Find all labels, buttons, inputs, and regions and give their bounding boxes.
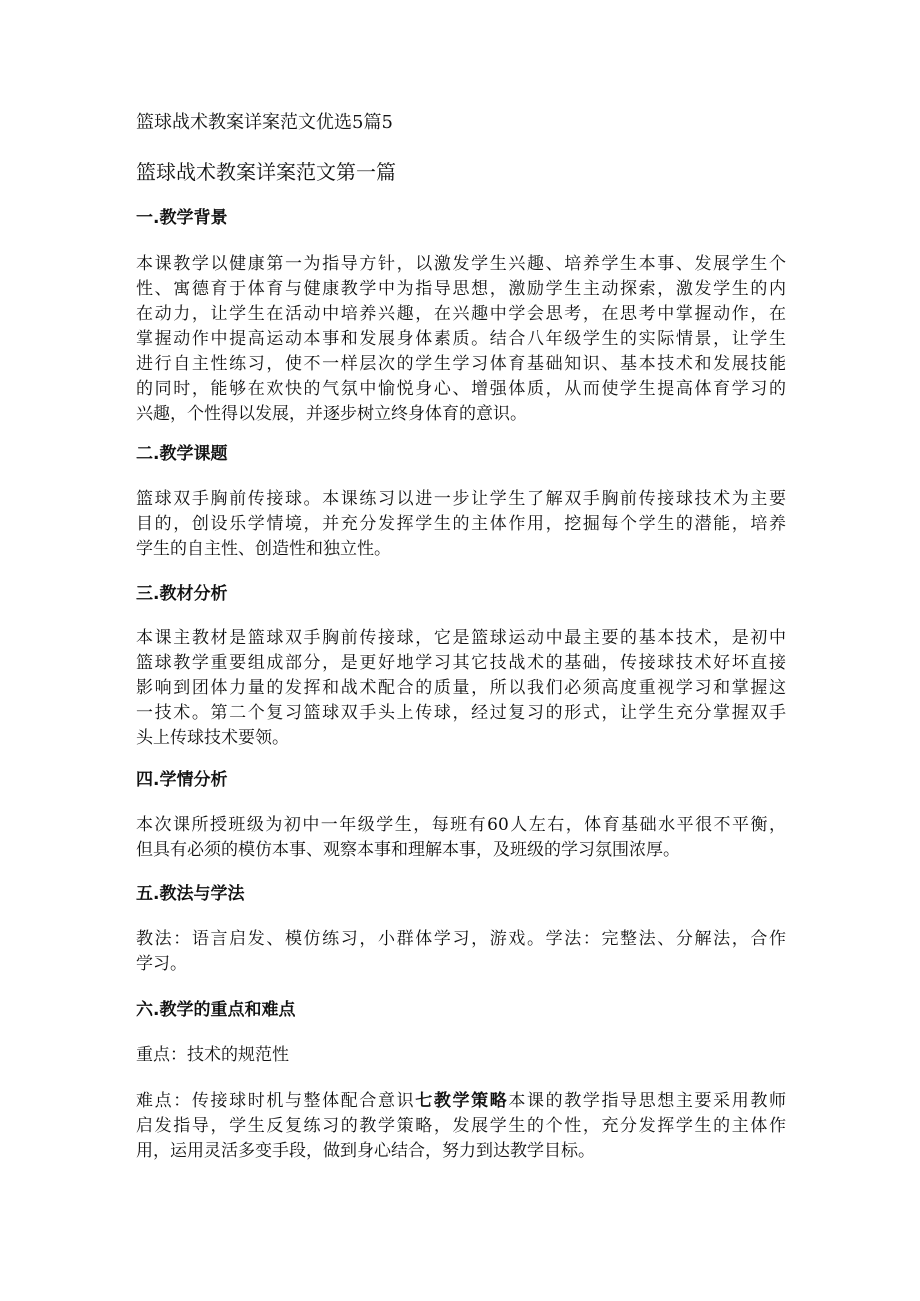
paragraph-line: 本次课所授班级为初中一年级学生，每班有60人左右，体育基础水平很不平衡， (136, 815, 786, 835)
section-heading: 六.教学的重点和难点 (136, 1000, 296, 1020)
difficulty-rest: 本课的教学指导思想主要采用教师 (508, 1091, 787, 1111)
section-paragraph (136, 813, 786, 863)
paragraph-line: 启发指导，学生反复练习的教学策略，发展学生的个性，充分发挥学生的主体作 (136, 1116, 786, 1136)
paragraph-line: 篮球教学重要组成部分，是更好地学习其它技战术的基础，传接球技术好坏直接 (136, 653, 786, 673)
section-heading: 三.教材分析 (136, 584, 228, 604)
strategy-heading-inline: 七教学策略 (415, 1091, 509, 1111)
section-paragraph (136, 487, 786, 562)
key-point-paragraph (136, 1043, 786, 1068)
section-paragraph (136, 252, 786, 427)
paragraph-line: 兴趣，个性得以发展，并逐步树立终身体育的意识。 (136, 404, 527, 424)
paragraph-line: 学习。 (136, 954, 187, 974)
doc-title: 篮球战术教案详案范文优选5篇5 (136, 112, 393, 133)
paragraph-line: 一技术。第二个复习篮球双手头上传球，经过复习的形式，让学生充分掌握双手 (136, 703, 786, 723)
section-paragraph (136, 626, 786, 751)
paragraph-line: 用，运用灵活多变手段，做到身心结合，努力到达教学目标。 (136, 1141, 595, 1161)
section-heading: 五.教法与学法 (136, 884, 245, 904)
difficulty-first-line (136, 1089, 786, 1114)
key-point-line: 重点：技术的规范性 (136, 1045, 289, 1065)
paragraph-line: 目的，创设乐学情境，并充分发挥学生的主体作用，挖掘每个学生的潜能，培养 (136, 514, 786, 534)
section-heading: 一.教学背景 (136, 208, 228, 228)
paragraph-line: 但具有必须的模仿本事、观察本事和理解本事，及班级的学习氛围浓厚。 (136, 840, 680, 860)
difficulty-paragraph (136, 1089, 786, 1164)
paragraph-line: 进行自主性练习，使不一样层次的学生学习体育基础知识、基本技术和发展技能 (136, 354, 786, 374)
paragraph-line: 篮球双手胸前传接球。本课练习以进一步让学生了解双手胸前传接球技术为主要 (136, 489, 786, 509)
section-heading: 二.教学课题 (136, 444, 228, 464)
paragraph-line: 教法：语言启发、模仿练习，小群体学习，游戏。学法：完整法、分解法，合作 (136, 929, 786, 949)
paragraph-line: 的同时，能够在欢快的气氛中愉悦身心、增强体质，从而使学生提高体育学习的 (136, 379, 786, 399)
difficulty-prefix: 难点：传接球时机与整体配合意识 (136, 1091, 416, 1111)
paragraph-line: 学生的自主性、创造性和独立性。 (136, 539, 391, 559)
section-paragraph (136, 927, 786, 977)
paragraph-line: 在动力，让学生在活动中培养兴趣，在兴趣中学会思考，在思考中掌握动作，在 (136, 304, 786, 324)
paragraph-line: 掌握动作中提高运动本事和发展身体素质。结合八年级学生的实际情景，让学生 (136, 329, 786, 349)
section-heading: 四.学情分析 (136, 770, 228, 790)
paragraph-line: 本课主教材是篮球双手胸前传接球，它是篮球运动中最主要的基本技术，是初中 (136, 628, 786, 648)
article-title: 篮球战术教案详案范文第一篇 (136, 160, 396, 184)
paragraph-line: 本课教学以健康第一为指导方针，以激发学生兴趣、培养学生本事、发展学生个 (136, 254, 786, 274)
paragraph-line: 影响到团体力量的发挥和战术配合的质量，所以我们必须高度重视学习和掌握这 (136, 678, 786, 698)
paragraph-line: 性、寓德育于体育与健康教学中为指导思想，激励学生主动探索，激发学生的内 (136, 279, 786, 299)
paragraph-line: 头上传球技术要领。 (136, 728, 289, 748)
